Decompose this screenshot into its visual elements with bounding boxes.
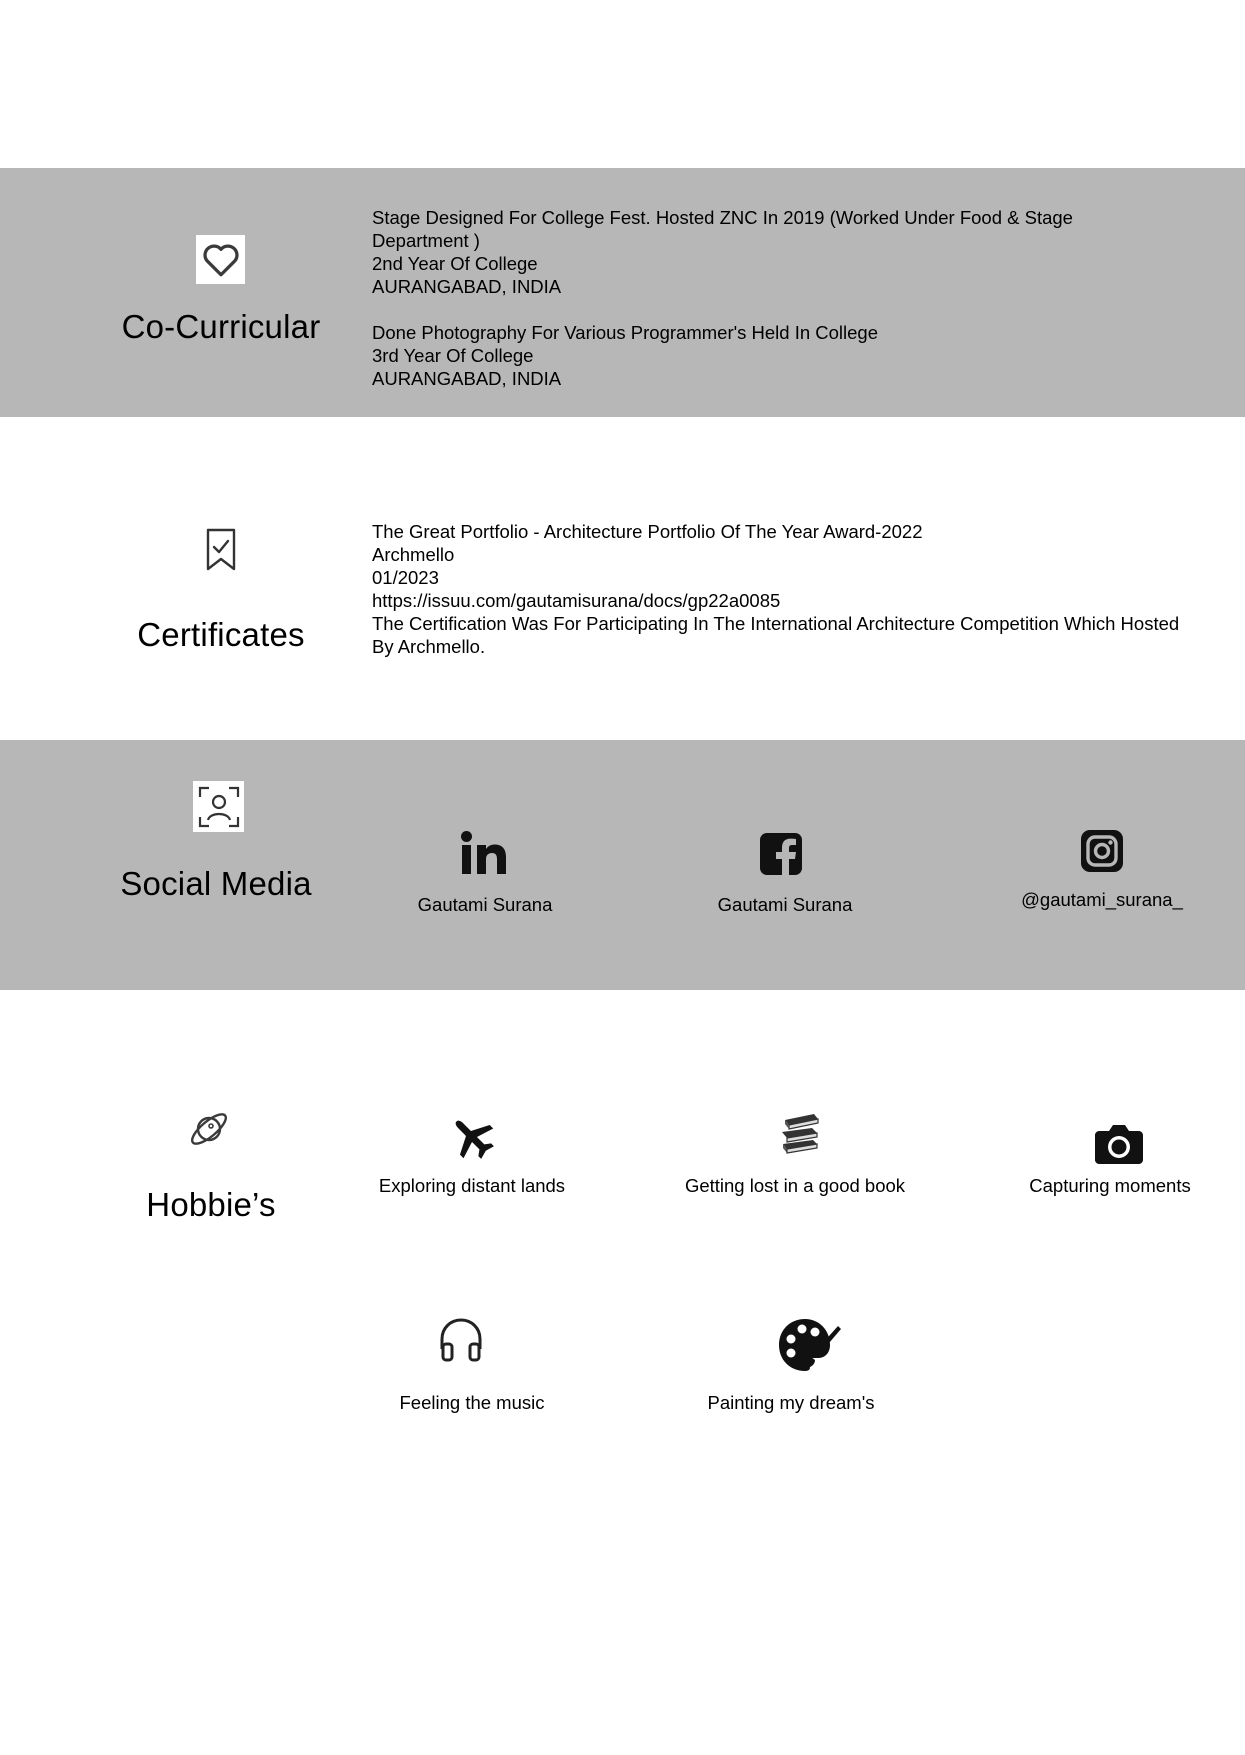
linkedin-icon[interactable] xyxy=(458,830,510,876)
hobby-label-reading: Getting lost in a good book xyxy=(684,1175,906,1196)
entry-location: AURANGABAD, INDIA xyxy=(372,368,562,389)
social-media-section xyxy=(0,740,1245,990)
certificate-name: The Great Portfolio - Architecture Portfolio Of The Year Award-2022 xyxy=(372,521,923,542)
entry-title: Done Photography For Various Programmer's Held In College xyxy=(372,322,879,343)
co-curricular-section xyxy=(0,168,1245,417)
palette-icon xyxy=(777,1317,843,1377)
book-stack-icon xyxy=(776,1110,822,1156)
headphones-icon xyxy=(436,1314,486,1364)
entry-title: Stage Designed For College Fest. Hosted ZNC In 2019 (Worked Under Food & Stage Department ) xyxy=(372,207,1073,251)
entry-period: 3rd Year Of College xyxy=(372,345,534,366)
certificate-issuer: Archmello xyxy=(372,544,455,565)
section-title-social-media: Social Media xyxy=(120,865,312,902)
instagram-icon[interactable] xyxy=(1079,828,1125,874)
social-label-facebook[interactable]: Gautami Surana xyxy=(717,894,853,915)
social-label-instagram[interactable]: @gautami_surana_ xyxy=(1021,889,1183,910)
certificate-date: 01/2023 xyxy=(372,567,439,588)
entry-location: AURANGABAD, INDIA xyxy=(372,276,562,297)
section-title-hobbies: Hobbie’s xyxy=(146,1186,276,1223)
facebook-icon[interactable] xyxy=(758,831,804,877)
bookmark-check-icon xyxy=(200,527,242,573)
section-title-co-curricular: Co-Curricular xyxy=(121,308,321,345)
section-title-certificates: Certificates xyxy=(137,616,305,653)
co-curricular-entries xyxy=(372,206,1152,390)
entry-period: 2nd Year Of College xyxy=(372,253,538,274)
certificates-section xyxy=(0,417,1245,740)
heart-icon xyxy=(196,235,245,284)
social-label-linkedin[interactable]: Gautami Surana xyxy=(417,894,553,915)
user-focus-icon xyxy=(193,781,244,832)
hobby-label-photography: Capturing moments xyxy=(1029,1175,1191,1196)
certificate-url[interactable]: https://issuu.com/gautamisurana/docs/gp22a0085 xyxy=(372,590,781,611)
certificate-entry xyxy=(372,520,1202,658)
airplane-icon xyxy=(447,1112,497,1162)
hobbies-section xyxy=(0,990,1245,1470)
certificate-description: The Certification Was For Participating In The International Architecture Competition Which Hosted By Archmello. xyxy=(372,613,1180,657)
hobby-label-travel: Exploring distant lands xyxy=(378,1175,566,1196)
planet-icon xyxy=(186,1106,232,1152)
camera-icon xyxy=(1094,1121,1144,1165)
spacer xyxy=(372,298,1152,321)
hobby-label-painting: Painting my dream's xyxy=(707,1392,875,1413)
hobby-label-music: Feeling the music xyxy=(399,1392,545,1413)
